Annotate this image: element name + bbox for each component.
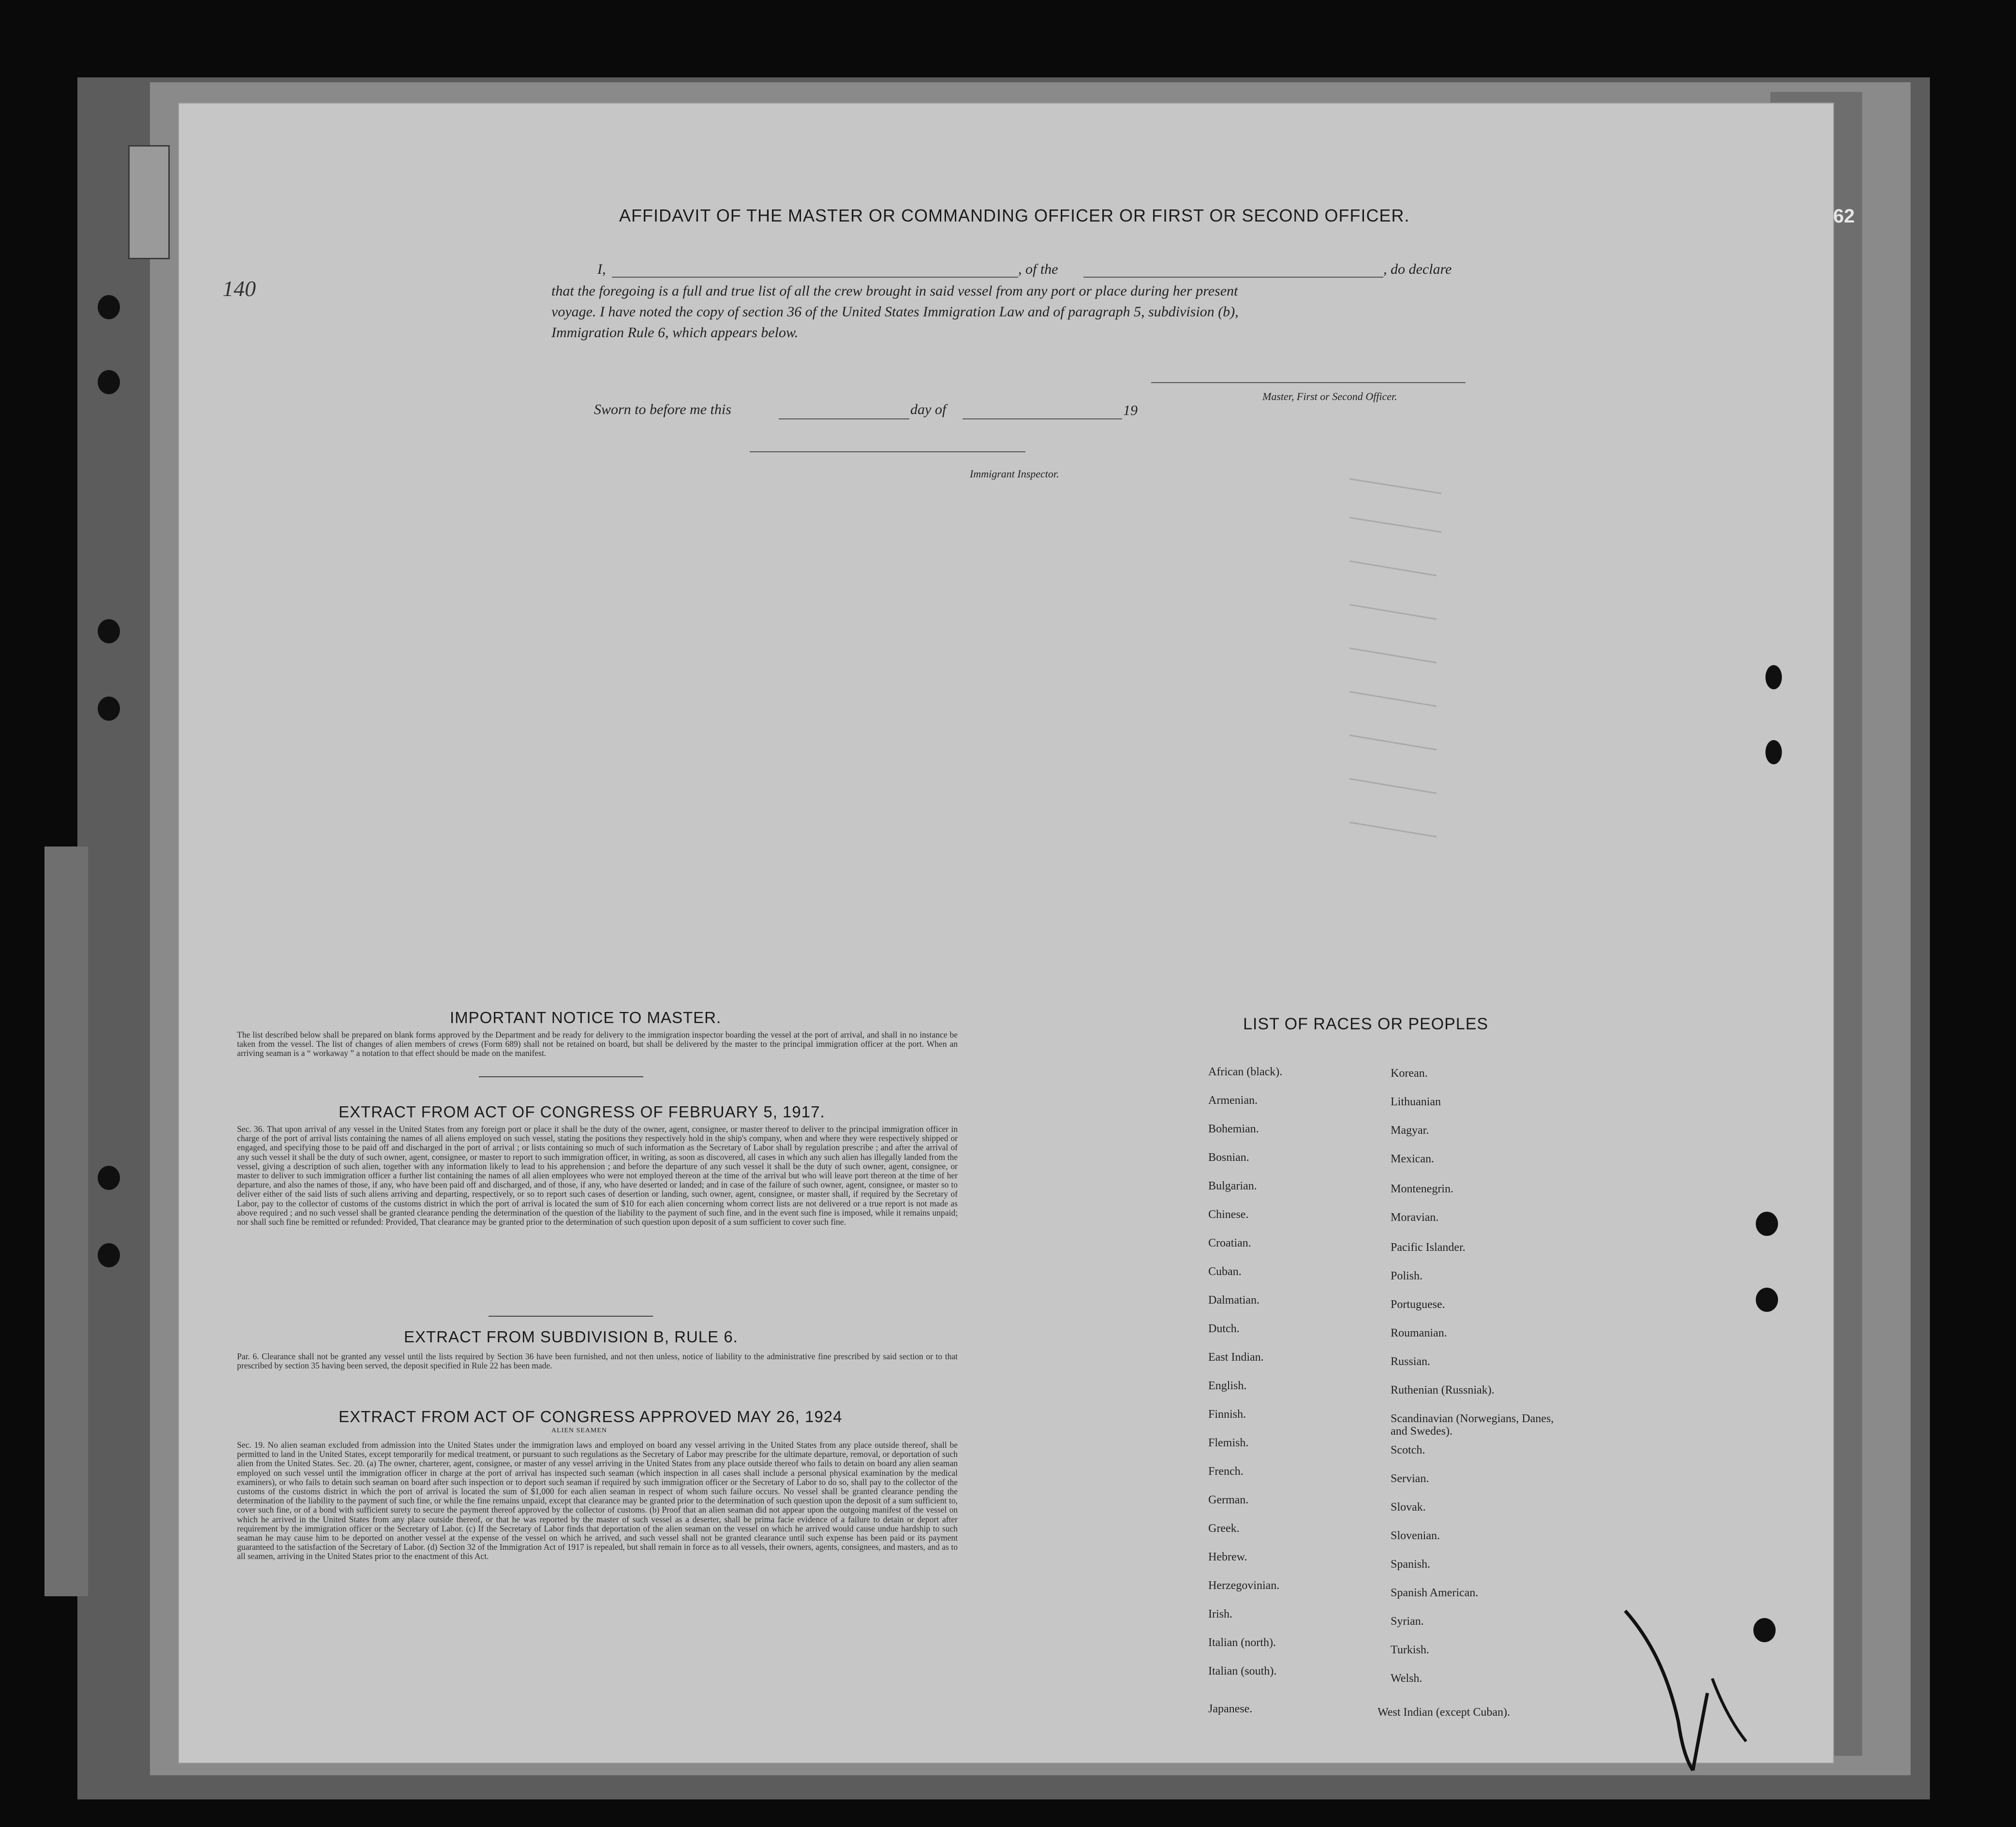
race-item: Mexican. [1391,1153,1434,1165]
race-item: Armenian. [1208,1094,1258,1107]
affidavit-line4: Immigration Rule 6, which appears below. [551,325,799,341]
corner-stamp [128,145,170,259]
race-item: Bohemian. [1208,1123,1259,1135]
race-item: German. [1208,1494,1249,1506]
punch-hole [98,1166,120,1190]
race-item: Spanish American. [1391,1587,1479,1599]
race-item: East Indian. [1208,1351,1264,1364]
extract-rule6-title: EXTRACT FROM SUBDIVISION B, RULE 6. [404,1328,738,1346]
race-item: Syrian. [1391,1615,1424,1628]
race-item: Slovenian. [1391,1530,1440,1542]
extract-rule6-text: Par. 6. Clearance shall not be granted any vessel until the lists required by Section 36 have been furnished, and not then unless, notice of liability to the administrative fine prescribed by said section or to that prescribed by section 35 having been served, the deposit specified in Rule 22 has been made. [237,1352,958,1371]
punch-hole [98,295,120,319]
race-item: Turkish. [1391,1644,1429,1656]
race-item: Chinese. [1208,1208,1249,1221]
race-item: Finnish. [1208,1408,1246,1421]
race-item: Moravian. [1391,1211,1439,1224]
punch-hole [98,697,120,721]
race-item: Montenegrin. [1391,1183,1453,1195]
inspector-label: Immigrant Inspector. [970,468,1059,480]
punch-hole [1756,1288,1778,1312]
race-item: Dalmatian. [1208,1294,1260,1307]
punch-hole [1753,1618,1776,1642]
punch-hole [98,1243,120,1267]
affidavit-of-the: , of the [1018,261,1058,277]
race-item: Hebrew. [1208,1551,1247,1563]
race-item: French. [1208,1465,1244,1478]
divider [489,1316,653,1317]
race-item: Magyar. [1391,1124,1429,1137]
punch-hole [1756,1212,1778,1236]
name-line [612,277,1018,278]
race-item: Scotch. [1391,1444,1425,1456]
race-item: Japanese. [1208,1703,1253,1715]
notice-text: The list described below shall be prepared on blank forms approved by the Department and be ready for delivery to the immigration inspector boarding the vessel at the port of arrival, and shall in no instance be taken from the vessel. The list of changes of alien members of crews (Form 689) shall not be retained on board, but shall be delivered by the master to the principal immigration officer at the port. When an arriving seaman is a “ workaway ” a notation to that effect should be made on the manifest. [237,1030,958,1058]
race-item: Ruthenian (Russniak). [1391,1384,1495,1396]
handwritten-mark [1620,1596,1756,1780]
race-item: Slovak. [1391,1501,1426,1514]
left-tab [44,847,88,1596]
race-item: West Indian (except Cuban). [1378,1706,1510,1719]
extract-1924-subtitle: ALIEN SEAMEN [551,1427,608,1434]
race-item: Irish. [1208,1608,1232,1620]
extract-1924-title: EXTRACT FROM ACT OF CONGRESS APPROVED MAY 26, 1924 [339,1408,843,1426]
race-item: Roumanian. [1391,1327,1447,1339]
affidavit-declare: , do declare [1383,261,1452,277]
race-item: Bosnian. [1208,1151,1249,1164]
race-item: Pacific Islander. [1391,1241,1466,1254]
race-item: Greek. [1208,1522,1240,1535]
race-item: Dutch. [1208,1322,1240,1335]
signature-line [1151,382,1466,383]
punch-hole [98,370,120,394]
race-item: Croatian. [1208,1237,1251,1249]
race-item: Welsh. [1391,1672,1423,1685]
sworn-text: Sworn to before me this [594,401,731,417]
race-item: Lithuanian [1391,1096,1441,1108]
extract-1917-title: EXTRACT FROM ACT OF CONGRESS OF FEBRUARY 5, 1917. [339,1103,825,1121]
divider [479,1076,643,1077]
race-item: Korean. [1391,1067,1428,1080]
year-text: 19 [1123,402,1138,418]
affidavit-line2: that the foregoing is a full and true list of all the crew brought in said vessel from any port or place during her present [551,283,1238,299]
race-item: Spanish. [1391,1558,1431,1571]
race-item: Bulgarian. [1208,1180,1257,1192]
affidavit-line3: voyage. I have noted the copy of section 36 of the United States Immigration Law and of paragraph 5, subdivision (b), [551,304,1239,320]
handwritten-page-number: 140 [222,276,256,301]
race-item: Italian (north). [1208,1636,1276,1649]
punch-hole [1765,740,1782,764]
affidavit-i: I, [597,261,606,277]
notice-title: IMPORTANT NOTICE TO MASTER. [450,1009,722,1026]
bleedthrough-heading [426,184,443,217]
race-item: Scandinavian (Norwegians, Danes, and Swedes). [1391,1412,1554,1438]
bleedthrough-marks [1345,460,1461,943]
races-title: LIST OF RACES OR PEOPLES [1243,1015,1489,1033]
punch-hole [98,619,120,643]
page-number: 62 [1833,206,1855,227]
race-item: Servian. [1391,1472,1429,1485]
extract-1917-text: Sec. 36. That upon arrival of any vessel in the United States from any foreign port or place it shall be the duty of the owner, agent, consignee, or master thereof to deliver to the principal immigration officer in charge of the port of arrival lists containing the names of all aliens employed on such vessel, stating the positions they respectively hold in the ship's company, when and where they were respectively shipped or engaged, and specifying those to be paid off and discharged in the port of arrival ; or lists containing so much of such information as the Secretary of Labor shall by regulation prescribe ; and after the arrival of any such vessel it shall be the duty of such owner, agent, consignee, or master to report to such immigration officer, in writing, as soon as discovered, all cases in which any such alien has illegally landed from the vessel, giving a description of such alien, together with any information likely to lead to his apprehension ; and before the departure of any such vessel it shall be the duty of such owner, agent, consignee, or master to deliver to such immigration officer a further list containing the names of all alien employees who were not employed thereon at the time of the arrival but who will leave port thereon at the time of her departure, and also the names of those, if any, who have been paid off and discharged, and of those, if any, who have deserted or landed; and in case of the failure of such owner, agent, consignee, or master so to deliver either of the said lists of such aliens arriving and departing, respectively, or so to report such cases of desertion or landing, such owner, agent, consignee, or master shall, if required by the Secretary of Labor, pay to the collector of customs of the customs district in which the port of arrival is located the sum of $10 for each alien concerning whom correct lists are not delivered or a true report is not made as above required ; and no such vessel shall be granted clearance pending the determination of the question of the liability to the payment of such fine, and in the event such fine is imposed, while it remains unpaid; nor shall such fine be remitted or refunded: Provided, That clearance may be granted prior to the determination of such question upon deposit of a sum sufficient to cover such fine. [237,1124,958,1227]
race-item: Russian. [1391,1355,1431,1368]
sworn-day-line [779,418,909,419]
race-item: Portuguese. [1391,1298,1445,1311]
race-item: Cuban. [1208,1265,1242,1278]
race-item: Polish. [1391,1270,1423,1282]
signature-label: Master, First or Second Officer. [1262,390,1397,402]
race-item: Italian (south). [1208,1665,1277,1678]
affidavit-title: AFFIDAVIT OF THE MASTER OR COMMANDING OFFICER OR FIRST OR SECOND OFFICER. [619,206,1410,225]
race-item: Herzegovinian. [1208,1579,1280,1592]
inspector-line [750,451,1025,452]
race-item: English. [1208,1380,1247,1392]
race-item: Flemish. [1208,1437,1249,1449]
race-item: African (black). [1208,1066,1283,1078]
extract-1924-text: Sec. 19. No alien seaman excluded from admission into the United States under the immigration laws and employed on board any vessel arriving in the United States from any place outside thereof, shall be permitted to land in the United States, except temporarily for medical treatment, or pursuant to such regulations as the Secretary of Labor may prescribe for the ultimate departure, removal, or deportation of such alien from the United States. Sec. 20. (a) The owner, charterer, agent, consignee, or master of any vessel arriving in the United States from any place outside thereof who fails to detain on board any alien seaman employed on such vessel until the immigration officer in charge at the port of arrival has inspected such seaman (which inspection in all cases shall include a personal physical examination by the medical examiners), or who fails to detain such seaman on board after such inspection or to deport such seaman if required by such immigration officer or the Secretary of Labor to do so, shall pay to the collector of the customs of the customs district in which the port of arrival is located the sum of $1,000 for each alien seaman in respect of whom such failure occurs. No vessel shall be granted clearance pending the determination of the liability to the payment of such fine, or while the fine remains unpaid, except that clearance may be granted prior to the determination of such question upon the deposit of a sum sufficient to, cover such fine, or of a bond with sufficient surety to secure the payment thereof approved by the collector of customs. (b) Proof that an alien seaman did not appear upon the outgoing manifest of the vessel on which he arrived in the United States from any place outside thereof, or that he was reported by the master of such vessel as a deserter, shall be prima facie evidence of a failure to detain or deport after requirement by the immigration officer or the Secretary of Labor. (c) If the Secretary of Labor finds that deportation of the alien seaman on the vessel on which he arrived would cause undue hardship to such seaman he may cause him to be deported on another vessel at the expense of the vessel on which he arrived, and such vessel shall not be granted clearance until such expense has been paid or its payment guaranteed to the satisfaction of the Secretary of Labor. (d) Section 32 of the Immigration Act of 1917 is repealed, but shall remain in force as to all vessels, their owners, agents, consignees, and masters, and as to all seamen, arriving in the United States prior to the enactment of this Act. [237,1440,958,1561]
vessel-line [1083,277,1383,278]
day-of-text: day of [910,401,947,417]
month-line [963,418,1122,419]
punch-hole [1765,665,1782,689]
